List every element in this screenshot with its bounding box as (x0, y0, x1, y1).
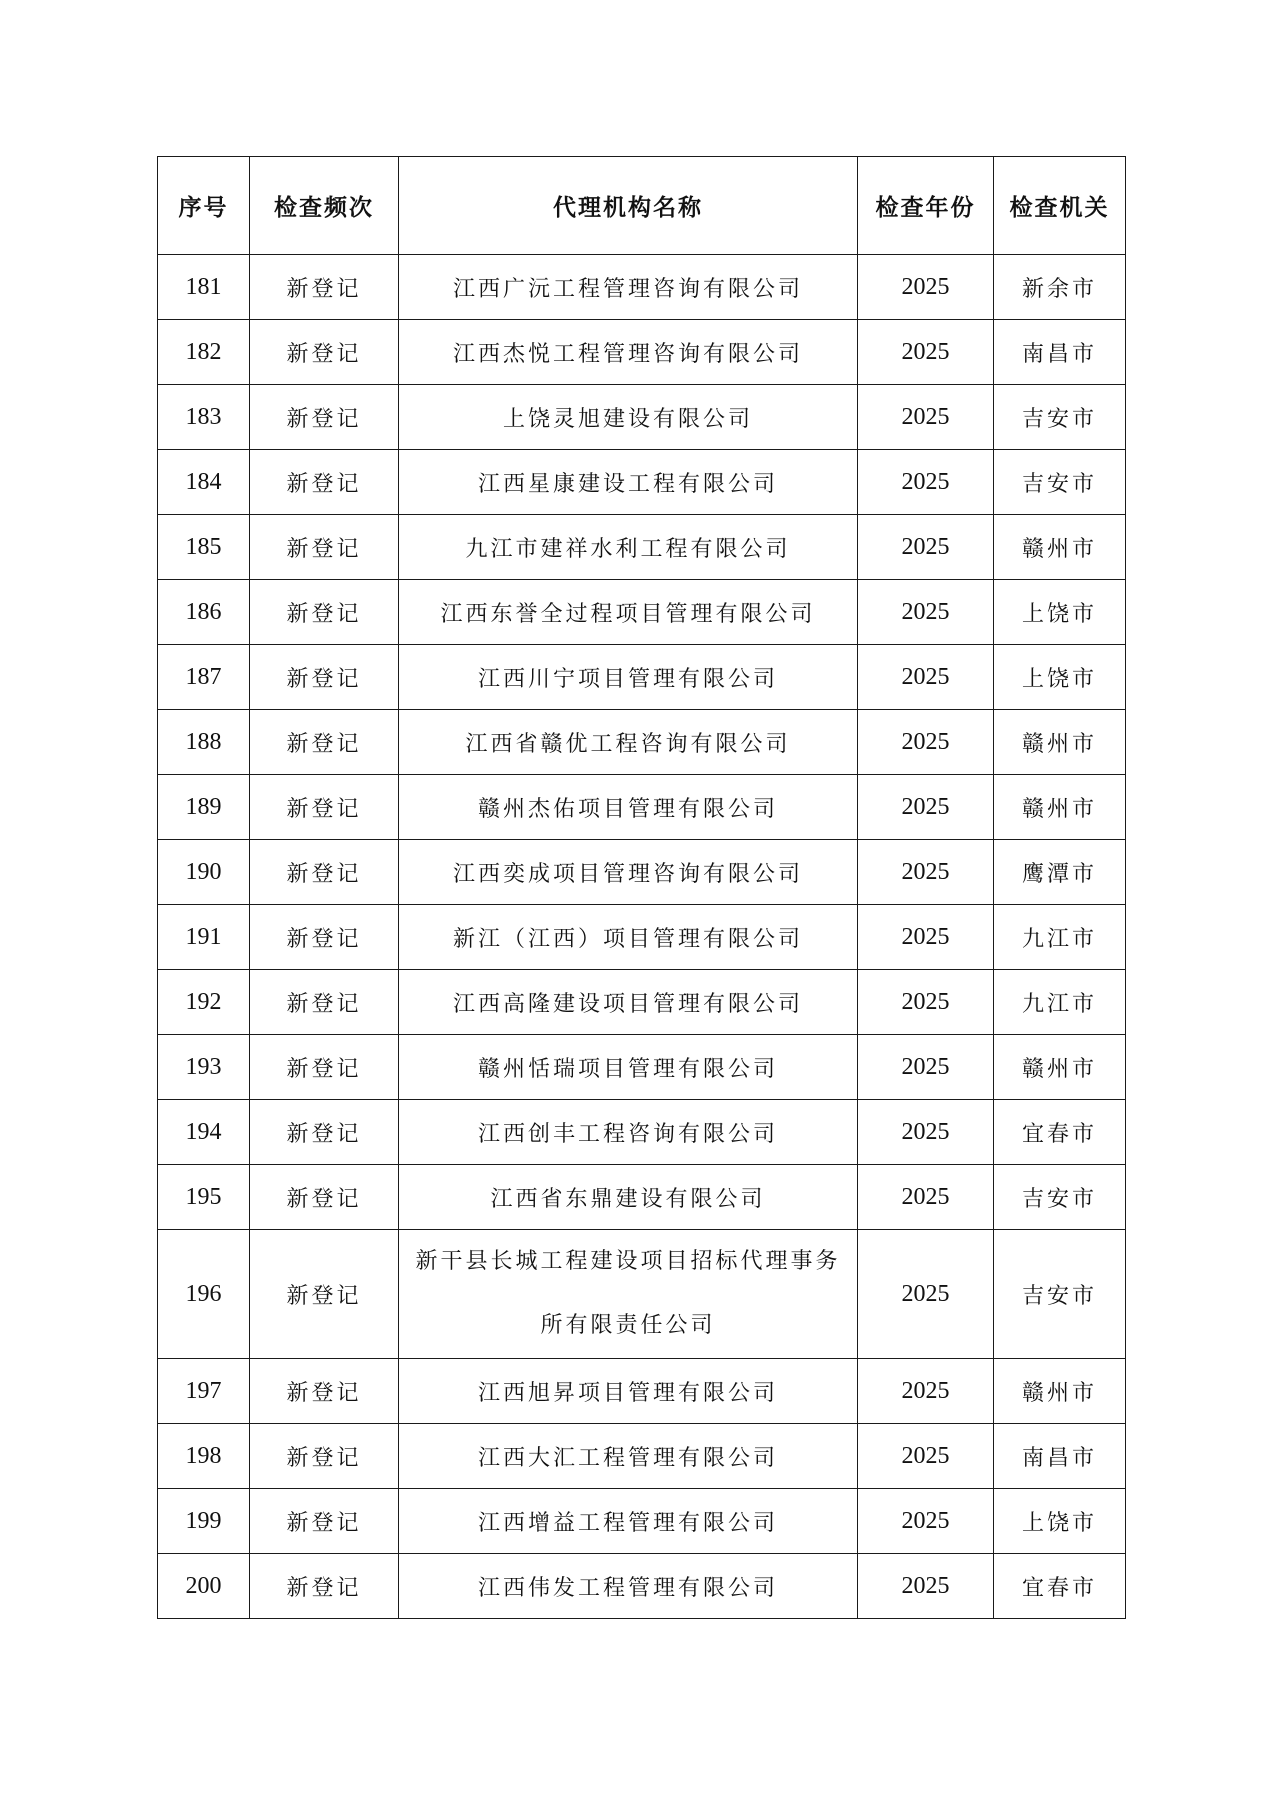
row-authority: 吉安市 (994, 1165, 1126, 1230)
row-serial-number: 193 (158, 1035, 250, 1100)
table-row (158, 1359, 1126, 1424)
table-row (158, 645, 1126, 710)
row-year: 2025 (858, 970, 994, 1035)
row-frequency: 新登记 (250, 645, 399, 710)
row-frequency: 新登记 (250, 1230, 399, 1359)
row-frequency: 新登记 (250, 905, 399, 970)
row-agency-name: 江西杰悦工程管理咨询有限公司 (399, 320, 858, 385)
row-authority: 南昌市 (994, 320, 1126, 385)
row-frequency: 新登记 (250, 1100, 399, 1165)
row-year: 2025 (858, 1165, 994, 1230)
row-authority: 赣州市 (994, 710, 1126, 775)
table-row (158, 775, 1126, 840)
table-row (158, 1554, 1126, 1619)
row-serial-number: 199 (158, 1489, 250, 1554)
row-year: 2025 (858, 385, 994, 450)
table-row (158, 1100, 1126, 1165)
table-row (158, 1424, 1126, 1489)
table-row (158, 580, 1126, 645)
row-agency-name: 江西大汇工程管理有限公司 (399, 1424, 858, 1489)
header-inspection-frequency: 检查频次 (250, 157, 399, 255)
row-agency-name: 新江（江西）项目管理有限公司 (399, 905, 858, 970)
row-frequency: 新登记 (250, 580, 399, 645)
row-agency-name: 江西川宁项目管理有限公司 (399, 645, 858, 710)
row-year: 2025 (858, 1359, 994, 1424)
row-year: 2025 (858, 840, 994, 905)
row-frequency: 新登记 (250, 840, 399, 905)
row-agency-name: 江西省东鼎建设有限公司 (399, 1165, 858, 1230)
row-serial-number: 192 (158, 970, 250, 1035)
row-frequency: 新登记 (250, 1554, 399, 1619)
row-year: 2025 (858, 710, 994, 775)
header-inspection-year: 检查年份 (858, 157, 994, 255)
table-row (158, 1489, 1126, 1554)
row-year: 2025 (858, 580, 994, 645)
row-frequency: 新登记 (250, 1424, 399, 1489)
table-row (158, 450, 1126, 515)
table-row (158, 1165, 1126, 1230)
row-year: 2025 (858, 320, 994, 385)
row-authority: 宜春市 (994, 1100, 1126, 1165)
row-authority: 宜春市 (994, 1554, 1126, 1619)
table-row (158, 320, 1126, 385)
row-authority: 南昌市 (994, 1424, 1126, 1489)
row-frequency: 新登记 (250, 320, 399, 385)
row-serial-number: 196 (158, 1230, 250, 1359)
row-authority: 新余市 (994, 255, 1126, 320)
row-frequency: 新登记 (250, 775, 399, 840)
row-authority: 上饶市 (994, 1489, 1126, 1554)
table-row (158, 905, 1126, 970)
row-agency-name: 江西星康建设工程有限公司 (399, 450, 858, 515)
row-serial-number: 188 (158, 710, 250, 775)
table-row (158, 515, 1126, 580)
table-row (158, 385, 1126, 450)
row-authority: 吉安市 (994, 1230, 1126, 1359)
row-year: 2025 (858, 905, 994, 970)
row-authority: 九江市 (994, 970, 1126, 1035)
row-authority: 上饶市 (994, 580, 1126, 645)
row-agency-name: 赣州恬瑞项目管理有限公司 (399, 1035, 858, 1100)
row-agency-name: 新干县长城工程建设项目招标代理事务所有限责任公司 (415, 1249, 841, 1338)
row-authority: 赣州市 (994, 1359, 1126, 1424)
row-year: 2025 (858, 515, 994, 580)
table-row (158, 255, 1126, 320)
header-inspection-authority: 检查机关 (994, 157, 1126, 255)
row-frequency: 新登记 (250, 255, 399, 320)
row-agency-name: 江西省赣优工程咨询有限公司 (399, 710, 858, 775)
table-row (158, 710, 1126, 775)
row-serial-number: 194 (158, 1100, 250, 1165)
row-serial-number: 185 (158, 515, 250, 580)
row-agency-name: 江西广沅工程管理咨询有限公司 (399, 255, 858, 320)
row-serial-number: 190 (158, 840, 250, 905)
row-year: 2025 (858, 645, 994, 710)
row-agency-name: 江西高隆建设项目管理有限公司 (399, 970, 858, 1035)
table-row (158, 970, 1126, 1035)
row-year: 2025 (858, 1489, 994, 1554)
row-agency-name: 江西奕成项目管理咨询有限公司 (399, 840, 858, 905)
row-serial-number: 189 (158, 775, 250, 840)
header-agency-name: 代理机构名称 (399, 157, 858, 255)
row-frequency: 新登记 (250, 1035, 399, 1100)
row-serial-number: 198 (158, 1424, 250, 1489)
row-agency-name: 江西增益工程管理有限公司 (399, 1489, 858, 1554)
row-year: 2025 (858, 1554, 994, 1619)
row-frequency: 新登记 (250, 450, 399, 515)
row-authority: 吉安市 (994, 385, 1126, 450)
row-frequency: 新登记 (250, 385, 399, 450)
row-year: 2025 (858, 450, 994, 515)
row-serial-number: 182 (158, 320, 250, 385)
header-serial-number: 序号 (158, 157, 250, 255)
row-year: 2025 (858, 1424, 994, 1489)
row-agency-name: 赣州杰佑项目管理有限公司 (399, 775, 858, 840)
row-year: 2025 (858, 775, 994, 840)
row-agency-name: 江西创丰工程咨询有限公司 (399, 1100, 858, 1165)
row-serial-number: 191 (158, 905, 250, 970)
row-authority: 吉安市 (994, 450, 1126, 515)
row-serial-number: 184 (158, 450, 250, 515)
row-serial-number: 186 (158, 580, 250, 645)
row-agency-name: 江西伟发工程管理有限公司 (399, 1554, 858, 1619)
row-frequency: 新登记 (250, 515, 399, 580)
agency-inspection-table (157, 156, 1126, 1619)
row-authority: 鹰潭市 (994, 840, 1126, 905)
row-agency-name: 上饶灵旭建设有限公司 (399, 385, 858, 450)
row-frequency: 新登记 (250, 1489, 399, 1554)
row-serial-number: 183 (158, 385, 250, 450)
row-year: 2025 (858, 1230, 994, 1359)
row-frequency: 新登记 (250, 970, 399, 1035)
row-authority: 赣州市 (994, 515, 1126, 580)
table-header-row (158, 157, 1126, 255)
row-authority: 上饶市 (994, 645, 1126, 710)
row-serial-number: 200 (158, 1554, 250, 1619)
row-frequency: 新登记 (250, 1359, 399, 1424)
row-serial-number: 195 (158, 1165, 250, 1230)
table-row (158, 840, 1126, 905)
row-agency-name: 江西旭昇项目管理有限公司 (399, 1359, 858, 1424)
row-frequency: 新登记 (250, 1165, 399, 1230)
row-agency-name: 九江市建祥水利工程有限公司 (399, 515, 858, 580)
row-agency-name-cell (399, 1230, 858, 1359)
table-row (158, 1230, 1126, 1359)
row-authority: 九江市 (994, 905, 1126, 970)
row-serial-number: 187 (158, 645, 250, 710)
row-authority: 赣州市 (994, 775, 1126, 840)
row-agency-name: 江西东誉全过程项目管理有限公司 (399, 580, 858, 645)
row-authority: 赣州市 (994, 1035, 1126, 1100)
row-year: 2025 (858, 255, 994, 320)
table-row (158, 1035, 1126, 1100)
row-frequency: 新登记 (250, 710, 399, 775)
row-year: 2025 (858, 1100, 994, 1165)
row-serial-number: 197 (158, 1359, 250, 1424)
row-year: 2025 (858, 1035, 994, 1100)
row-serial-number: 181 (158, 255, 250, 320)
